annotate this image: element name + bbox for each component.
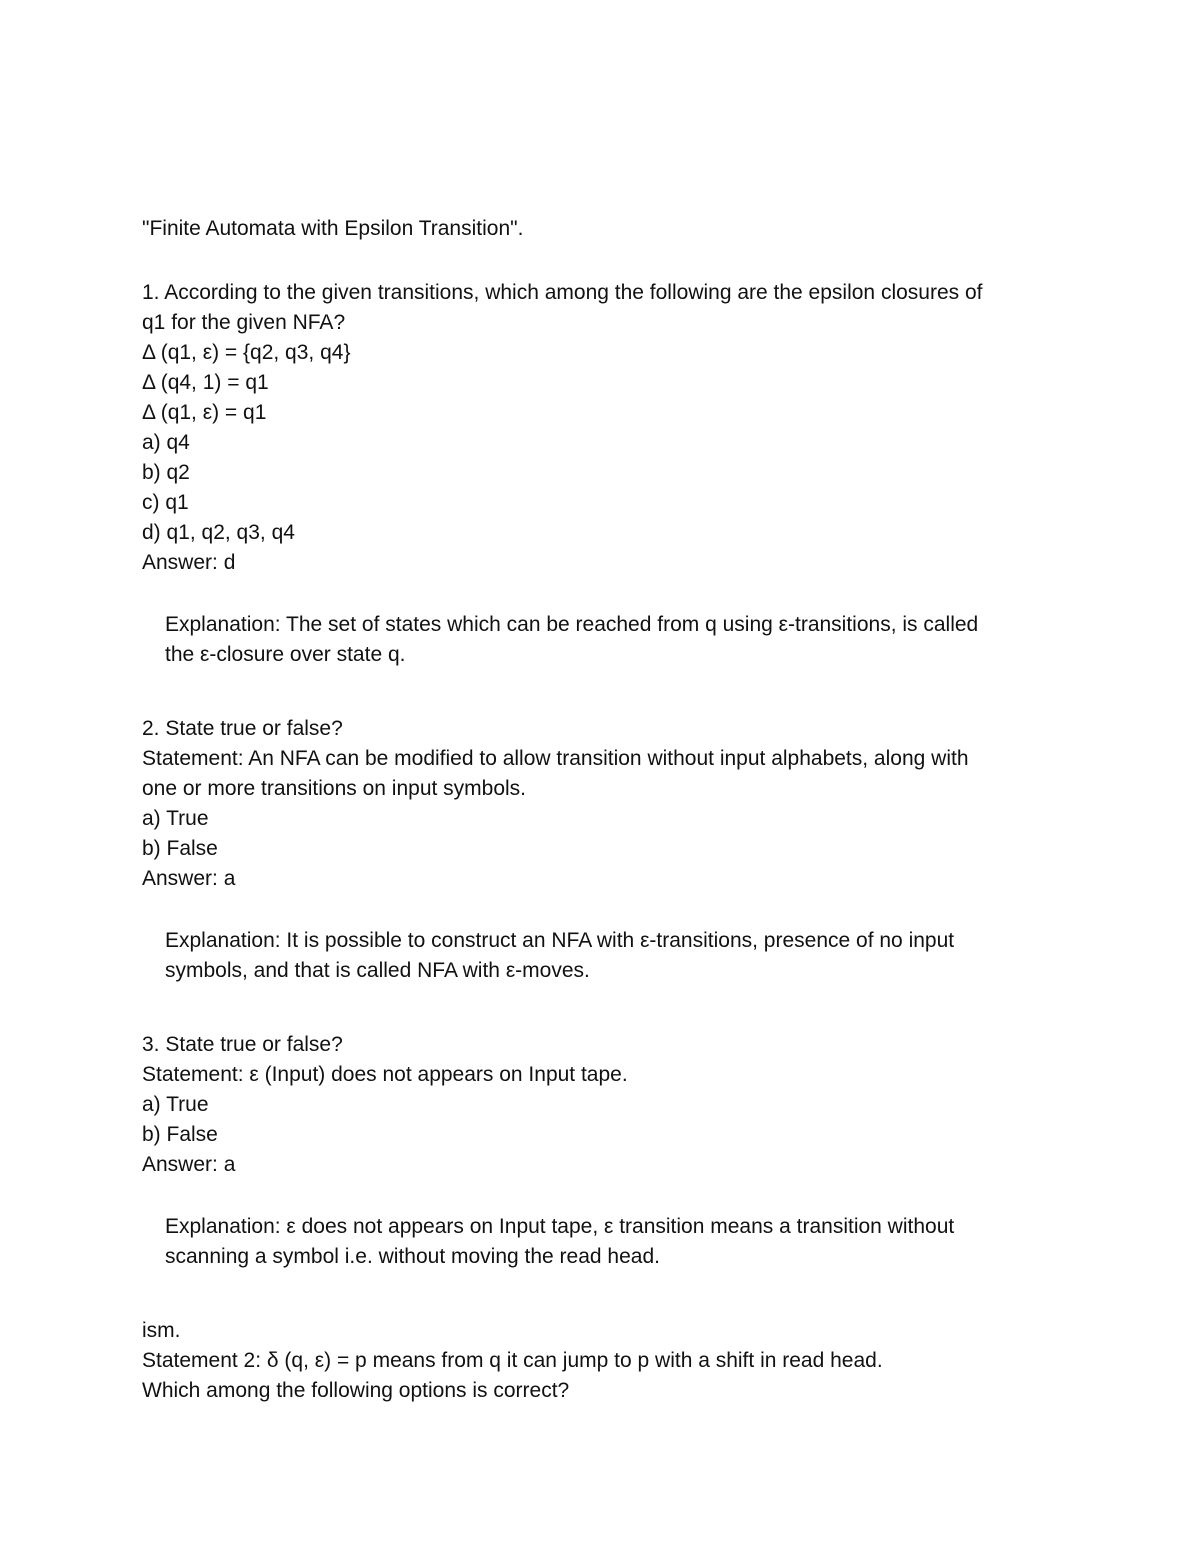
- question-text: Which among the following options is correct?: [142, 1379, 570, 1402]
- answer-line: Answer: a: [142, 867, 236, 890]
- statement-text: one or more transitions on input symbols.: [142, 777, 527, 800]
- option-b: b) False: [142, 1123, 218, 1146]
- question-text: q1 for the given NFA?: [142, 311, 346, 334]
- explanation-text: the ε-closure over state q.: [165, 643, 406, 666]
- question-text: 2. State true or false?: [142, 717, 343, 740]
- trailing-fragment: [142, 1316, 1072, 1406]
- question-text: 1. According to the given transitions, which among the following are the epsilon closures of: [142, 281, 983, 304]
- explanation-3: [165, 1212, 1045, 1272]
- explanation-text: Explanation: The set of states which can be reached from q using ε-transitions, is called: [165, 613, 979, 636]
- question-1: [142, 278, 1072, 578]
- statement-text: Statement: ε (Input) does not appears on Input tape.: [142, 1063, 628, 1086]
- option-a: a) True: [142, 1093, 209, 1116]
- document-title: "Finite Automata with Epsilon Transition".: [142, 217, 524, 240]
- fragment-text: ism.: [142, 1319, 181, 1342]
- option-c: c) q1: [142, 491, 189, 514]
- explanation-1: [165, 610, 1045, 670]
- explanation-text: scanning a symbol i.e. without moving the read head.: [165, 1245, 660, 1268]
- answer-line: Answer: a: [142, 1153, 236, 1176]
- question-text: 3. State true or false?: [142, 1033, 343, 1056]
- answer-line: Answer: d: [142, 551, 236, 574]
- document-body: [142, 214, 1072, 1406]
- statement-text: Statement 2: δ (q, ε) = p means from q it can jump to p with a shift in read head.: [142, 1349, 883, 1372]
- option-a: a) q4: [142, 431, 190, 454]
- explanation-2: [165, 926, 1045, 986]
- option-b: b) False: [142, 837, 218, 860]
- option-d: d) q1, q2, q3, q4: [142, 521, 295, 544]
- transition-line: Δ (q1, ε) = {q2, q3, q4}: [142, 341, 351, 364]
- explanation-text: Explanation: ε does not appears on Input tape, ε transition means a transition without: [165, 1215, 955, 1238]
- option-a: a) True: [142, 807, 209, 830]
- transition-line: Δ (q1, ε) = q1: [142, 401, 267, 424]
- question-3: [142, 1030, 1072, 1180]
- option-b: b) q2: [142, 461, 190, 484]
- explanation-text: symbols, and that is called NFA with ε-moves.: [165, 959, 590, 982]
- explanation-text: Explanation: It is possible to construct an NFA with ε-transitions, presence of no input: [165, 929, 955, 952]
- question-2: [142, 714, 1072, 894]
- transition-line: Δ (q4, 1) = q1: [142, 371, 269, 394]
- statement-text: Statement: An NFA can be modified to allow transition without input alphabets, along with: [142, 747, 969, 770]
